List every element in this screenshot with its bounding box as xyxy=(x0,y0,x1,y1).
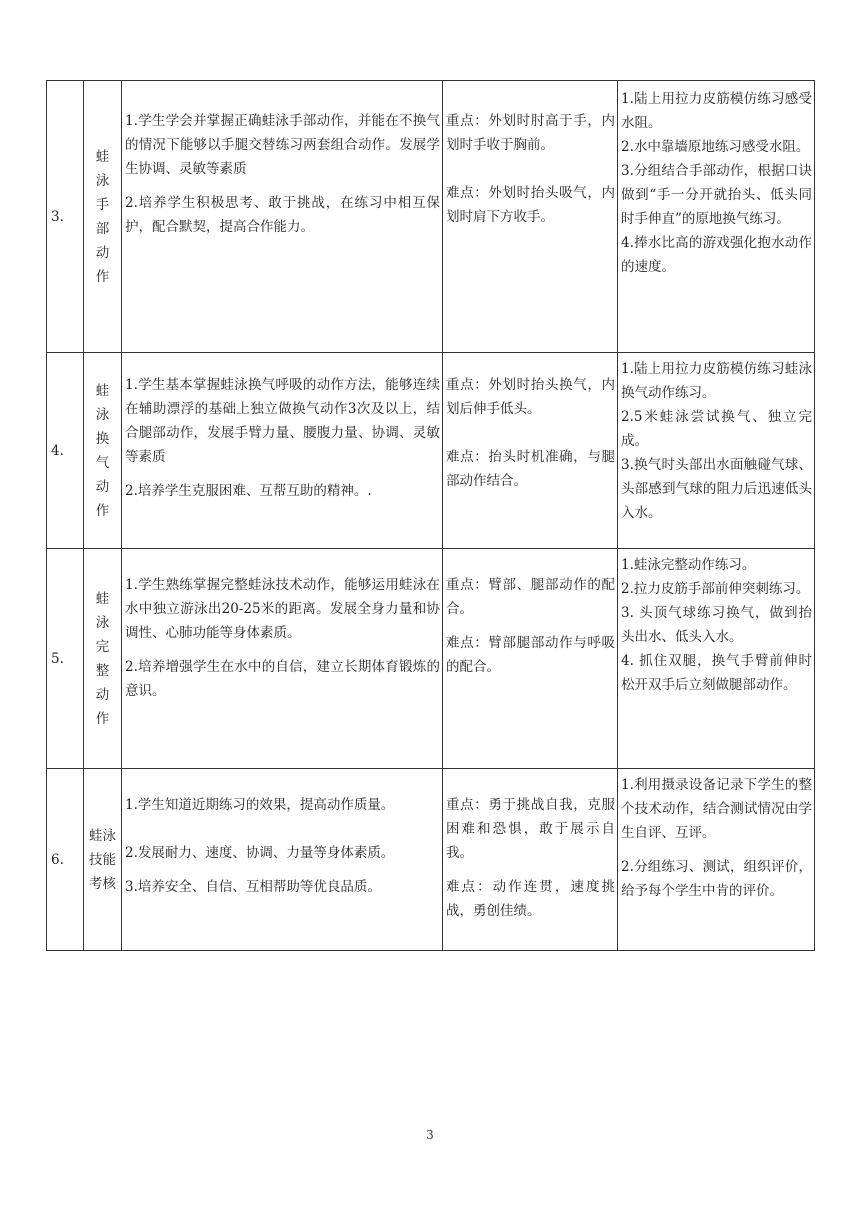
key-point-text: 重点：外划时肘高于手，内划时手收于胸前。 xyxy=(446,113,615,153)
method-text: 2.拉力皮筋手部前伸突刺练习。 xyxy=(621,581,810,597)
goal-text: 1.学生熟练掌握完整蛙泳技术动作，能够运用蛙泳在水中独立游泳出20-25米的距离。发展全身力量和协调性、心肺功能等身体素质。 xyxy=(125,577,440,641)
topic-cell xyxy=(84,353,122,549)
goal-text: 2.培养增强学生在水中的自信，建立长期体育锻炼的意识。 xyxy=(125,659,440,699)
difficulty-text: 难点：抬头时机准确，与腿部动作结合。 xyxy=(446,449,615,489)
method-text: 2.5米蛙泳尝试换气、独立完成。 xyxy=(621,409,812,449)
method-text: 4.捧水比高的游戏强化抱水动作的速度。 xyxy=(621,235,812,275)
row-number: 3. xyxy=(47,81,84,353)
difficulty-text: 难点：动作连贯，速度挑战，勇创佳绩。 xyxy=(446,879,615,919)
method-text: 1.陆上用拉力皮筋模仿练习蛙泳换气动作练习。 xyxy=(621,361,812,401)
topic-label: 蛙泳完整动作 xyxy=(95,590,110,727)
difficulty-text: 难点：臂部腿部动作与呼吸的配合。 xyxy=(446,635,615,675)
method-text: 4. 抓住双腿，换气手臂前伸时松开双手后立刻做腿部动作。 xyxy=(621,653,812,693)
method-text: 2.水中靠墙原地练习感受水阻。 xyxy=(621,139,810,155)
topic-label: 蛙泳换气动作 xyxy=(95,382,110,519)
row-number: 5. xyxy=(47,549,84,769)
method-text: 1.陆上用拉力皮筋模仿练习感受水阻。 xyxy=(621,91,812,131)
goals-cell xyxy=(122,549,443,769)
row-number: 4. xyxy=(47,353,84,549)
goal-text: 1.学生学会并掌握正确蛙泳手部动作，并能在不换气的情况下能够以手腿交替练习两套组合动作。发展学生协调、灵敏等素质 xyxy=(125,113,440,177)
method-text: 2.分组练习、测试，组织评价，给予每个学生中肯的评价。 xyxy=(621,859,812,899)
table-row xyxy=(47,549,815,769)
method-text: 3.换气时头部出水面触碰气球、头部感到气球的阻力后迅速低头入水。 xyxy=(621,457,812,521)
method-text: 1.利用摄录设备记录下学生的整个技术动作，结合测试情况由学生自评、互评。 xyxy=(621,777,812,841)
topic-cell xyxy=(84,769,122,951)
table-row xyxy=(47,81,815,353)
goals-cell xyxy=(122,353,443,549)
goal-text: 1.学生基本掌握蛙泳换气呼吸的动作方法，能够连续在辅助漂浮的基础上独立做换气动作3次及以上，结合腿部动作，发展手臂力量、腰腹力量、协调、灵敏等素质 xyxy=(125,377,440,465)
key-point-text: 重点：勇于挑战自我，克服困难和恐惧，敢于展示自我。 xyxy=(446,797,615,861)
table-row xyxy=(47,769,815,951)
topic-cell xyxy=(84,549,122,769)
topic-cell xyxy=(84,81,122,353)
methods-cell xyxy=(618,81,815,353)
goals-cell xyxy=(122,769,443,951)
goal-text: 2.培养学生克服困难、互帮互助的精神。. xyxy=(125,483,372,499)
key-points-cell xyxy=(443,549,618,769)
methods-cell xyxy=(618,769,815,951)
method-text: 1.蛙泳完整动作练习。 xyxy=(621,557,756,573)
topic-label: 蛙泳手部动作 xyxy=(95,148,110,285)
methods-cell xyxy=(618,549,815,769)
table-row xyxy=(47,353,815,549)
method-text: 3. 头顶气球练习换气，做到抬头出水、低头入水。 xyxy=(621,605,812,645)
goal-text: 3.培养安全、自信、互相帮助等优良品质。 xyxy=(125,879,381,895)
goal-text: 2.培养学生积极思考、敢于挑战，在练习中相互保护，配合默契，提高合作能力。 xyxy=(125,195,440,235)
row-number: 6. xyxy=(47,769,84,951)
lesson-plan-table xyxy=(46,80,815,951)
goal-text: 2.发展耐力、速度、协调、力量等身体素质。 xyxy=(125,845,395,861)
key-points-cell xyxy=(443,769,618,951)
goals-cell xyxy=(122,81,443,353)
difficulty-text: 难点：外划时抬头吸气，内划时肩下方收手。 xyxy=(446,185,615,225)
key-points-cell xyxy=(443,353,618,549)
topic-label: 蛙泳技能考核 xyxy=(89,827,116,892)
method-text: 3.分组结合手部动作，根据口诀做到“手一分开就抬头、低头同时手伸直”的原地换气练习。 xyxy=(621,163,812,227)
key-point-text: 重点：外划时抬头换气，内划后伸手低头。 xyxy=(446,377,615,417)
goal-text: 1.学生知道近期练习的效果，提高动作质量。 xyxy=(125,797,395,813)
key-points-cell xyxy=(443,81,618,353)
page-number: 3 xyxy=(426,1128,434,1142)
methods-cell xyxy=(618,353,815,549)
key-point-text: 重点：臂部、腿部动作的配合。 xyxy=(446,577,615,617)
